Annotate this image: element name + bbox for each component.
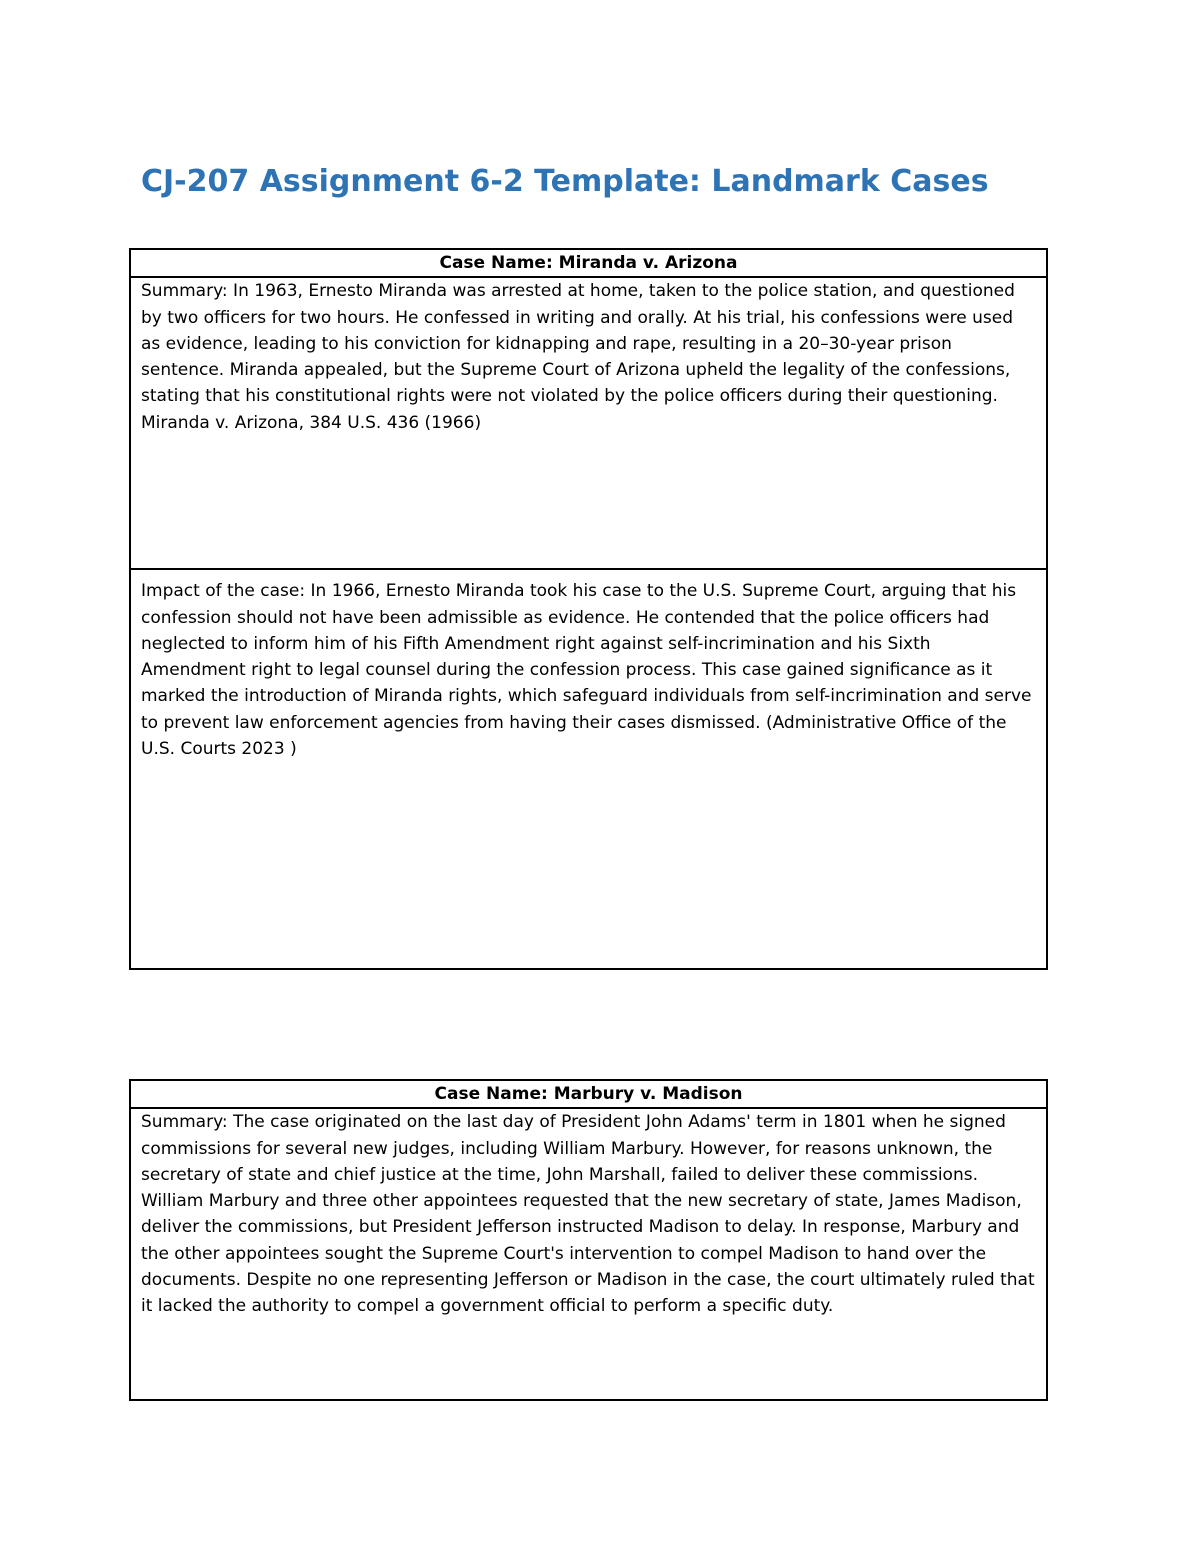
case-table-miranda: [129, 248, 1048, 970]
case-name-heading: Case Name: Miranda v. Arizona: [130, 249, 1047, 277]
impact-paragraph: [141, 578, 1036, 762]
case-citation: Miranda v. Arizona, 384 U.S. 436 (1966): [141, 412, 482, 433]
summary-text: The case originated on the last day of President John Adams' term in 1801 when he signed commissions for several new judges, including William Marbury. However, for reasons unknown, the secretary of state and chief justice at the time, John Marshall, failed to deliver these commissions. William Marbury and three other appointees requested that the new secretary of state, James Madison, deliver the commissions, but President Jefferson instructed Madison to delay. In response, Marbury and the other appointees sought the Supreme Court's intervention to compel Madison to hand over the documents. Despite no one representing Jefferson or Madison in the case, the court ultimately ruled that it lacked the authority to compel a government official to perform a specific duty.: [141, 1112, 1035, 1317]
impact-cell: [130, 569, 1047, 969]
summary-paragraph: [141, 278, 1036, 409]
case-name-heading: Case Name: Marbury v. Madison: [130, 1080, 1047, 1108]
document-title: CJ-207 Assignment 6-2 Template: Landmark Cases: [141, 164, 989, 199]
summary-label: Summary:: [141, 281, 228, 302]
case-table-marbury: [129, 1079, 1048, 1401]
summary-cell: [130, 277, 1047, 569]
summary-text: In 1963, Ernesto Miranda was arrested at home, taken to the police station, and questioned by two officers for two hours. He confessed in writing and orally. At his trial, his confessions were used as evidence, leading to his conviction for kidnapping and rape, resulting in a 20–30-year prison sentence. Miranda appealed, but the Supreme Court of Arizona upheld the legality of the confessions, stating that his constitutional rights were not violated by the police officers during their questioning.: [141, 281, 1015, 407]
impact-text: In 1966, Ernesto Miranda took his case to the U.S. Supreme Court, arguing that his confession should not have been admissible as evidence. He contended that the police officers had neglected to inform him of his Fifth Amendment right against self-incrimination and his Sixth Amendment right to legal counsel during the confession process. This case gained significance as it marked the introduction of Miranda rights, which safeguard individuals from self-incrimination and serve to prevent law enforcement agencies from having their cases dismissed. (Administrative Office of the U.S. Courts 2023 ): [141, 581, 1032, 760]
impact-label: Impact of the case:: [141, 581, 306, 602]
summary-cell: [130, 1108, 1047, 1400]
summary-paragraph: [141, 1109, 1036, 1319]
summary-label: Summary:: [141, 1112, 228, 1133]
